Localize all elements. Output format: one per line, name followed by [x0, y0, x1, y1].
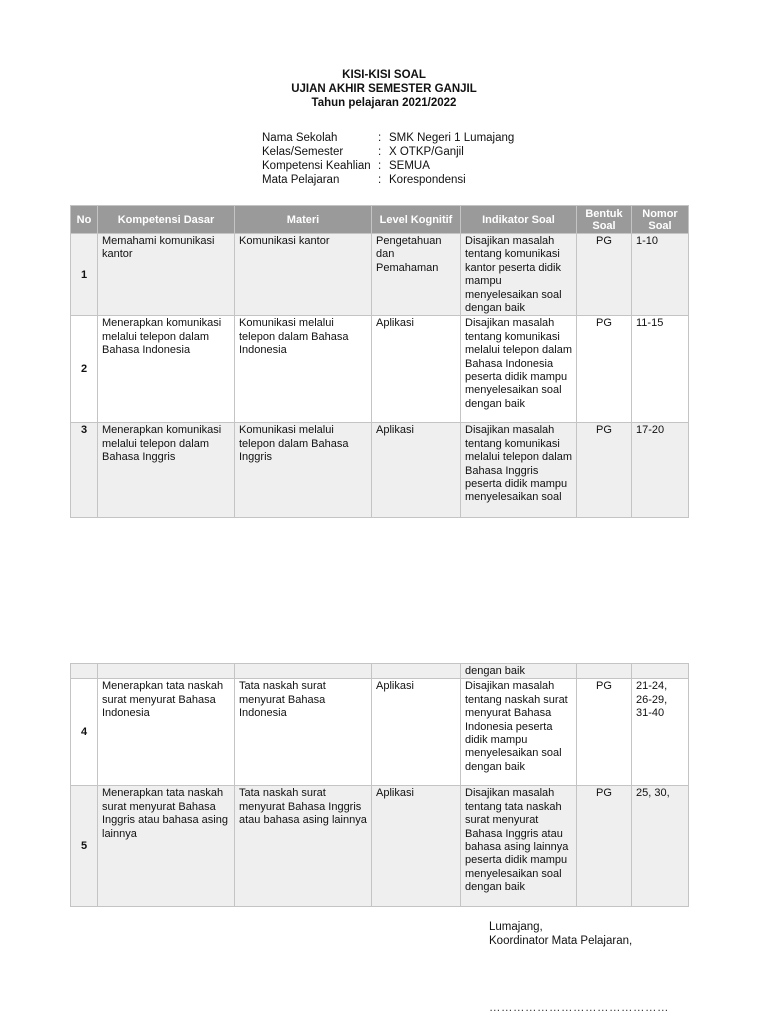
info-label: Kompetensi Keahlian — [262, 160, 371, 172]
signature-role: Koordinator Mata Pelajaran, — [489, 935, 633, 947]
document-title — [0, 68, 768, 110]
cell-bentuk: PG — [577, 786, 632, 907]
cell-kompetensi-dasar: Memahami komunikasi kantor — [98, 234, 235, 316]
info-row: Nama Sekolah : SMK Negeri 1 Lumajang — [262, 132, 515, 144]
header-bentuk-soal: Bentuk Soal — [577, 206, 632, 234]
cell-indikator: dengan baik — [461, 664, 577, 679]
table-header-row — [71, 206, 689, 234]
title-line-1: KISI-KISI SOAL — [342, 69, 426, 81]
cell-no: 2 — [71, 316, 98, 423]
cell-kompetensi-dasar: Menerapkan komunikasi melalui telepon dalam Bahasa Indonesia — [98, 316, 235, 423]
info-row: Kelas/Semester : X OTKP/Ganjil — [262, 146, 464, 158]
info-label: Kelas/Semester — [262, 146, 344, 158]
info-row: Kompetensi Keahlian : SEMUA — [262, 160, 430, 172]
cell-materi: Tata naskah surat menyurat Bahasa Indonesia — [235, 679, 372, 786]
info-value: X OTKP/Ganjil — [389, 146, 464, 158]
cell-bentuk: PG — [577, 234, 632, 316]
table-row — [71, 234, 689, 316]
cell-kompetensi-dasar: Menerapkan tata naskah surat menyurat Bahasa Indonesia — [98, 679, 235, 786]
cell-level: Pengetahuan dan Pemahaman — [372, 234, 461, 316]
header-kompetensi-dasar: Kompetensi Dasar — [98, 206, 235, 234]
cell-indikator: Disajikan masalah tentang tata naskah surat menyurat Bahasa Inggris atau bahasa asing lainnya peserta didik mampu menyelesaikan soal dengan baik — [461, 786, 577, 907]
cell-nomor: 25, 30, — [632, 786, 689, 907]
signature-place: Lumajang, — [489, 921, 543, 933]
header-nomor-soal: Nomor Soal — [632, 206, 689, 234]
cell-indikator: Disajikan masalah tentang komunikasi melalui telepon dalam Bahasa Inggris peserta didik mampu menyelesaikan soal — [461, 423, 577, 518]
table-row-continuation — [71, 664, 689, 679]
title-line-2: UJIAN AKHIR SEMESTER GANJIL — [291, 83, 477, 95]
header-materi: Materi — [235, 206, 372, 234]
cell-bentuk: PG — [577, 423, 632, 518]
cell-materi: Komunikasi melalui telepon dalam Bahasa Indonesia — [235, 316, 372, 423]
grid-table-continued — [70, 663, 689, 907]
cell-indikator: Disajikan masalah tentang komunikasi kantor peserta didik mampu menyelesaikan soal dengan baik — [461, 234, 577, 316]
cell-materi: Tata naskah surat menyurat Bahasa Inggris atau bahasa asing lainnya — [235, 786, 372, 907]
table-row — [71, 423, 689, 518]
cell-materi: Komunikasi kantor — [235, 234, 372, 316]
cell-kompetensi-dasar: Menerapkan tata naskah surat menyurat Bahasa Inggris atau bahasa asing lainnya — [98, 786, 235, 907]
cell-nomor: 17-20 — [632, 423, 689, 518]
cell-bentuk: PG — [577, 679, 632, 786]
info-value: Korespondensi — [389, 174, 466, 186]
cell-no: 4 — [71, 679, 98, 786]
cell-indikator: Disajikan masalah tentang naskah surat menyurat Bahasa Indonesia peserta didik mampu menyelesaikan soal dengan baik — [461, 679, 577, 786]
table-row — [71, 679, 689, 786]
header-indikator-soal: Indikator Soal — [461, 206, 577, 234]
cell-no: 1 — [71, 234, 98, 316]
info-value: SEMUA — [389, 160, 430, 172]
cell-materi: Komunikasi melalui telepon dalam Bahasa Inggris — [235, 423, 372, 518]
cell-no: 5 — [71, 786, 98, 907]
cell-level: Aplikasi — [372, 316, 461, 423]
title-line-3: Tahun pelajaran 2021/2022 — [311, 97, 457, 109]
cell-kompetensi-dasar: Menerapkan komunikasi melalui telepon dalam Bahasa Inggris — [98, 423, 235, 518]
grid-table — [70, 205, 689, 518]
signature-line: ……………………………………… — [489, 1002, 669, 1014]
info-value: SMK Negeri 1 Lumajang — [389, 132, 515, 144]
cell-nomor: 11-15 — [632, 316, 689, 423]
header-no: No — [71, 206, 98, 234]
cell-no: 3 — [71, 423, 98, 518]
signature-block — [489, 920, 632, 948]
info-label: Mata Pelajaran — [262, 174, 340, 186]
info-row: Mata Pelajaran : Korespondensi — [262, 174, 466, 186]
header-level-kognitif: Level Kognitif — [372, 206, 461, 234]
cell-indikator: Disajikan masalah tentang komunikasi melalui telepon dalam Bahasa Indonesia peserta didik mampu menyelesaikan soal dengan baik — [461, 316, 577, 423]
cell-level: Aplikasi — [372, 786, 461, 907]
table-row — [71, 316, 689, 423]
cell-level: Aplikasi — [372, 679, 461, 786]
table-row — [71, 786, 689, 907]
info-label: Nama Sekolah — [262, 132, 338, 144]
cell-bentuk: PG — [577, 316, 632, 423]
cell-nomor: 1-10 — [632, 234, 689, 316]
school-info — [262, 131, 514, 187]
cell-level: Aplikasi — [372, 423, 461, 518]
cell-nomor: 21-24, 26-29, 31-40 — [632, 679, 689, 786]
